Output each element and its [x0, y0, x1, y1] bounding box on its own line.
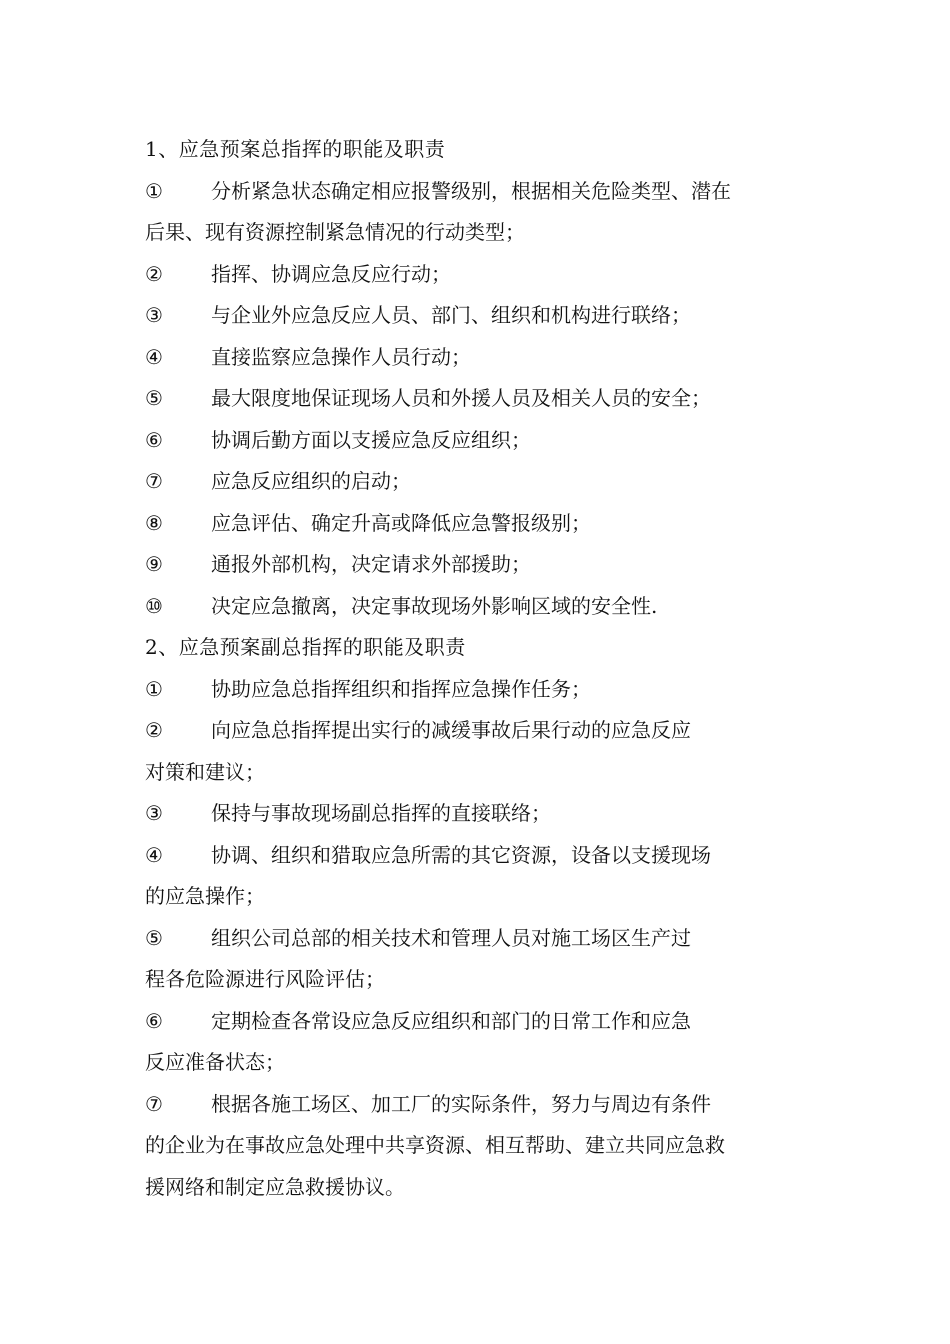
- list-item-number: ①: [145, 676, 163, 701]
- list-item-number: ⑤: [145, 386, 163, 410]
- list-item: [145, 669, 825, 711]
- list-item-text: 决定应急撤离，决定事故现场外影响区域的安全性.: [211, 593, 658, 618]
- list-item-first-line: [145, 337, 825, 379]
- list-item: [145, 1001, 825, 1084]
- list-item-text: 协调、组织和猎取应急所需的其它资源，设备以支援现场: [211, 842, 711, 867]
- list-item-number: ⑥: [145, 1008, 163, 1033]
- list-item-number: ③: [145, 303, 163, 327]
- list-item-continuation-line: 对策和建议；: [145, 759, 265, 784]
- list-item-number: ⑩: [145, 593, 163, 618]
- list-item-first-line: [145, 503, 825, 545]
- list-item-first-line: [145, 254, 825, 296]
- list-item: [145, 295, 825, 337]
- list-item-number: ⑦: [145, 1091, 163, 1116]
- list-item-continuation-line: 后果、现有资源控制紧急情况的行动类型；: [145, 220, 525, 244]
- list-item-number: ④: [145, 344, 163, 369]
- list-item: [145, 1084, 825, 1209]
- list-item-first-line: [145, 586, 825, 628]
- section: [145, 129, 825, 627]
- list-item-first-line: [145, 378, 825, 420]
- list-item-first-line: [145, 171, 825, 213]
- list-item-number: ⑧: [145, 510, 163, 535]
- list-item-number: ⑤: [145, 925, 163, 950]
- list-item-number: ②: [145, 718, 163, 742]
- section: [145, 627, 825, 1208]
- list-item: [145, 378, 825, 420]
- list-item-first-line: [145, 295, 825, 337]
- list-item-first-line: [145, 544, 825, 586]
- list-item-number: ⑨: [145, 552, 163, 576]
- list-item: [145, 171, 825, 254]
- list-item-number: ③: [145, 801, 163, 825]
- list-item-continuation-line: 程各危险源进行风险评估；: [145, 967, 385, 991]
- list-item: [145, 586, 825, 628]
- list-item: [145, 461, 825, 503]
- list-item-text: 协调后勤方面以支援应急反应组织；: [211, 427, 531, 452]
- section-heading: 1、应急预案总指挥的职能及职责: [145, 137, 446, 161]
- section-heading: 2、应急预案副总指挥的职能及职责: [145, 635, 466, 659]
- list-item-text: 定期检查各常设应急反应组织和部门的日常工作和应急: [211, 1008, 691, 1033]
- list-item-text: 根据各施工场区、加工厂的实际条件，努力与周边有条件: [211, 1091, 711, 1116]
- list-item-continuation-line: 援网络和制定应急救援协议。: [145, 1174, 405, 1199]
- list-item-text: 分析紧急状态确定相应报警级别，根据相关危险类型、潜在: [211, 178, 731, 203]
- list-item: [145, 337, 825, 379]
- list-item-text: 协助应急总指挥组织和指挥应急操作任务；: [211, 676, 591, 701]
- list-item: [145, 835, 825, 918]
- list-item-continuation-line: 的企业为在事故应急处理中共享资源、相互帮助、建立共同应急救: [145, 1133, 725, 1157]
- list-item-text: 应急反应组织的启动；: [211, 469, 411, 493]
- list-item-first-line: [145, 793, 825, 835]
- list-item-first-line: [145, 420, 825, 462]
- list-item: [145, 918, 825, 1001]
- list-item: [145, 793, 825, 835]
- list-item-continuation-line: 反应准备状态；: [145, 1050, 285, 1074]
- list-item-text: 直接监察应急操作人员行动；: [211, 344, 471, 369]
- list-item-text: 通报外部机构，决定请求外部援助；: [211, 552, 531, 576]
- list-item-text: 组织公司总部的相关技术和管理人员对施工场区生产过: [211, 925, 691, 950]
- document-body: [145, 129, 825, 1208]
- list-item-first-line: [145, 461, 825, 503]
- list-item: [145, 544, 825, 586]
- list-item-number: ①: [145, 178, 163, 203]
- list-item-text: 向应急总指挥提出实行的减缓事故后果行动的应急反应: [211, 718, 691, 742]
- list-item: [145, 503, 825, 545]
- list-item: [145, 254, 825, 296]
- list-item: [145, 710, 825, 793]
- list-item: [145, 420, 825, 462]
- list-item-number: ⑦: [145, 469, 163, 493]
- list-item-text: 最大限度地保证现场人员和外援人员及相关人员的安全；: [211, 386, 711, 410]
- list-item-number: ⑥: [145, 427, 163, 452]
- list-item-first-line: [145, 835, 825, 877]
- list-item-text: 与企业外应急反应人员、部门、组织和机构进行联络；: [211, 303, 691, 327]
- list-item-first-line: [145, 669, 825, 711]
- list-item-text: 保持与事故现场副总指挥的直接联络；: [211, 801, 551, 825]
- list-item-number: ④: [145, 842, 163, 867]
- list-item-first-line: [145, 918, 825, 960]
- list-item-text: 指挥、协调应急反应行动；: [211, 261, 451, 286]
- list-item-first-line: [145, 1001, 825, 1043]
- list-item-text: 应急评估、确定升高或降低应急警报级别；: [211, 510, 591, 535]
- list-item-continuation-line: 的应急操作；: [145, 884, 265, 908]
- list-item-first-line: [145, 1084, 825, 1126]
- list-item-number: ②: [145, 261, 163, 286]
- list-item-first-line: [145, 710, 825, 752]
